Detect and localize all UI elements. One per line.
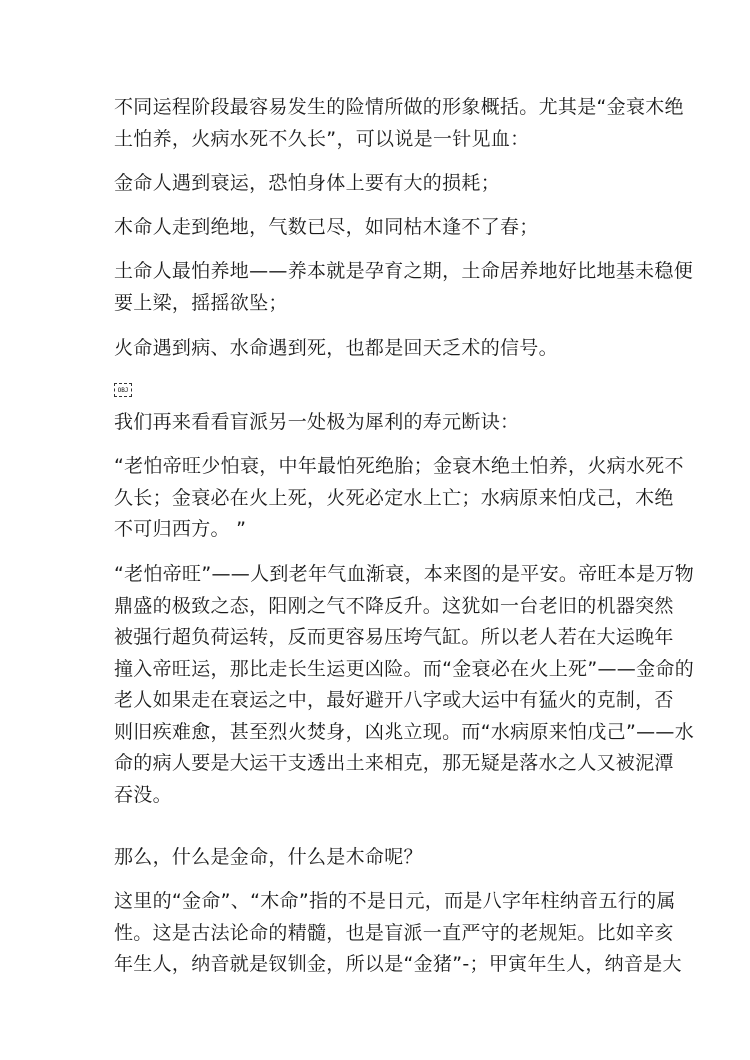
- text-line: 则旧疾难愈，甚至烈火焚身，凶兆立现。而“水病原来怕戊己”——水: [114, 720, 694, 743]
- paragraph: [114, 212, 644, 244]
- text-line: 年生人，纳音就是钗钏金，所以是“金猪”-；甲寅年生人，纳音是大: [114, 953, 682, 975]
- text-line: 这里的“金命”、“木命”指的不是日元，而是八字年柱纳音五行的属: [114, 890, 676, 912]
- text-line: 吞没。: [114, 783, 172, 806]
- text-line: 久长；金衰必在火上死，火死必定水上亡；水病原来怕戊己，木绝: [114, 486, 674, 509]
- paragraph: [114, 407, 644, 439]
- text-line: 性。这是古法论命的精髓，也是盲派一直严守的老规矩。比如辛亥: [114, 921, 674, 944]
- text-line: 老人如果走在衰运之中，最好避开八字或大运中有猛火的克制，否: [114, 689, 674, 711]
- text-line: 我们再来看看盲派另一处极为犀利的寿元断诀：: [114, 411, 520, 433]
- text-line: 金命人遇到衰运，恐怕身体上要有大的损耗；: [114, 172, 501, 194]
- paragraph: [114, 842, 644, 874]
- object-placeholder-icon: OBJ: [114, 383, 132, 397]
- text-line: 不可归西方。 ”: [114, 518, 247, 540]
- paragraph: [114, 168, 644, 200]
- text-line: 火命遇到病、水命遇到死，也都是回天乏术的信号。: [114, 337, 558, 359]
- text-line: 土命人最怕养地——养本就是孕育之期，土命居养地好比地基未稳便: [114, 260, 694, 282]
- text-line: 撞入帝旺运，那比走长生运更凶险。而“金衰必在火上死”——金命的: [114, 657, 694, 680]
- text-line: 木命人走到绝地，气数已尽，如同枯木逢不了春；: [114, 216, 539, 238]
- text-line: “老怕帝旺少怕衰，中年最怕死绝胎；金衰木绝土怕养，火病水死不: [114, 455, 684, 477]
- text-line: 土怕养，火病水死不久长”，可以说是一针见血：: [114, 127, 530, 150]
- paragraph: [114, 92, 684, 155]
- text-line: 被强行超负荷运转，反而更容易压垮气缸。所以老人若在大运晚年: [114, 626, 674, 648]
- paragraph: [114, 333, 644, 365]
- text-line: 那么，什么是金命，什么是木命呢？: [114, 846, 423, 868]
- paragraph: [114, 886, 682, 981]
- text-line: 命的病人要是大运干支透出土来相克，那无疑是落水之人又被泥潭: [114, 752, 674, 774]
- quote-paragraph: [114, 451, 684, 546]
- paragraph: [114, 256, 694, 319]
- paragraph: [114, 559, 694, 811]
- text-line: 鼎盛的极致之态，阳刚之气不降反升。这犹如一台老旧的机器突然: [114, 594, 674, 617]
- text-line: 要上梁，摇摇欲坠；: [114, 291, 288, 314]
- text-line: “老怕帝旺”——人到老年气血渐衰，本来图的是平安。帝旺本是万物: [114, 563, 694, 585]
- text-line: 不同运程阶段最容易发生的险情所做的形象概括。尤其是“金衰木绝: [114, 96, 684, 118]
